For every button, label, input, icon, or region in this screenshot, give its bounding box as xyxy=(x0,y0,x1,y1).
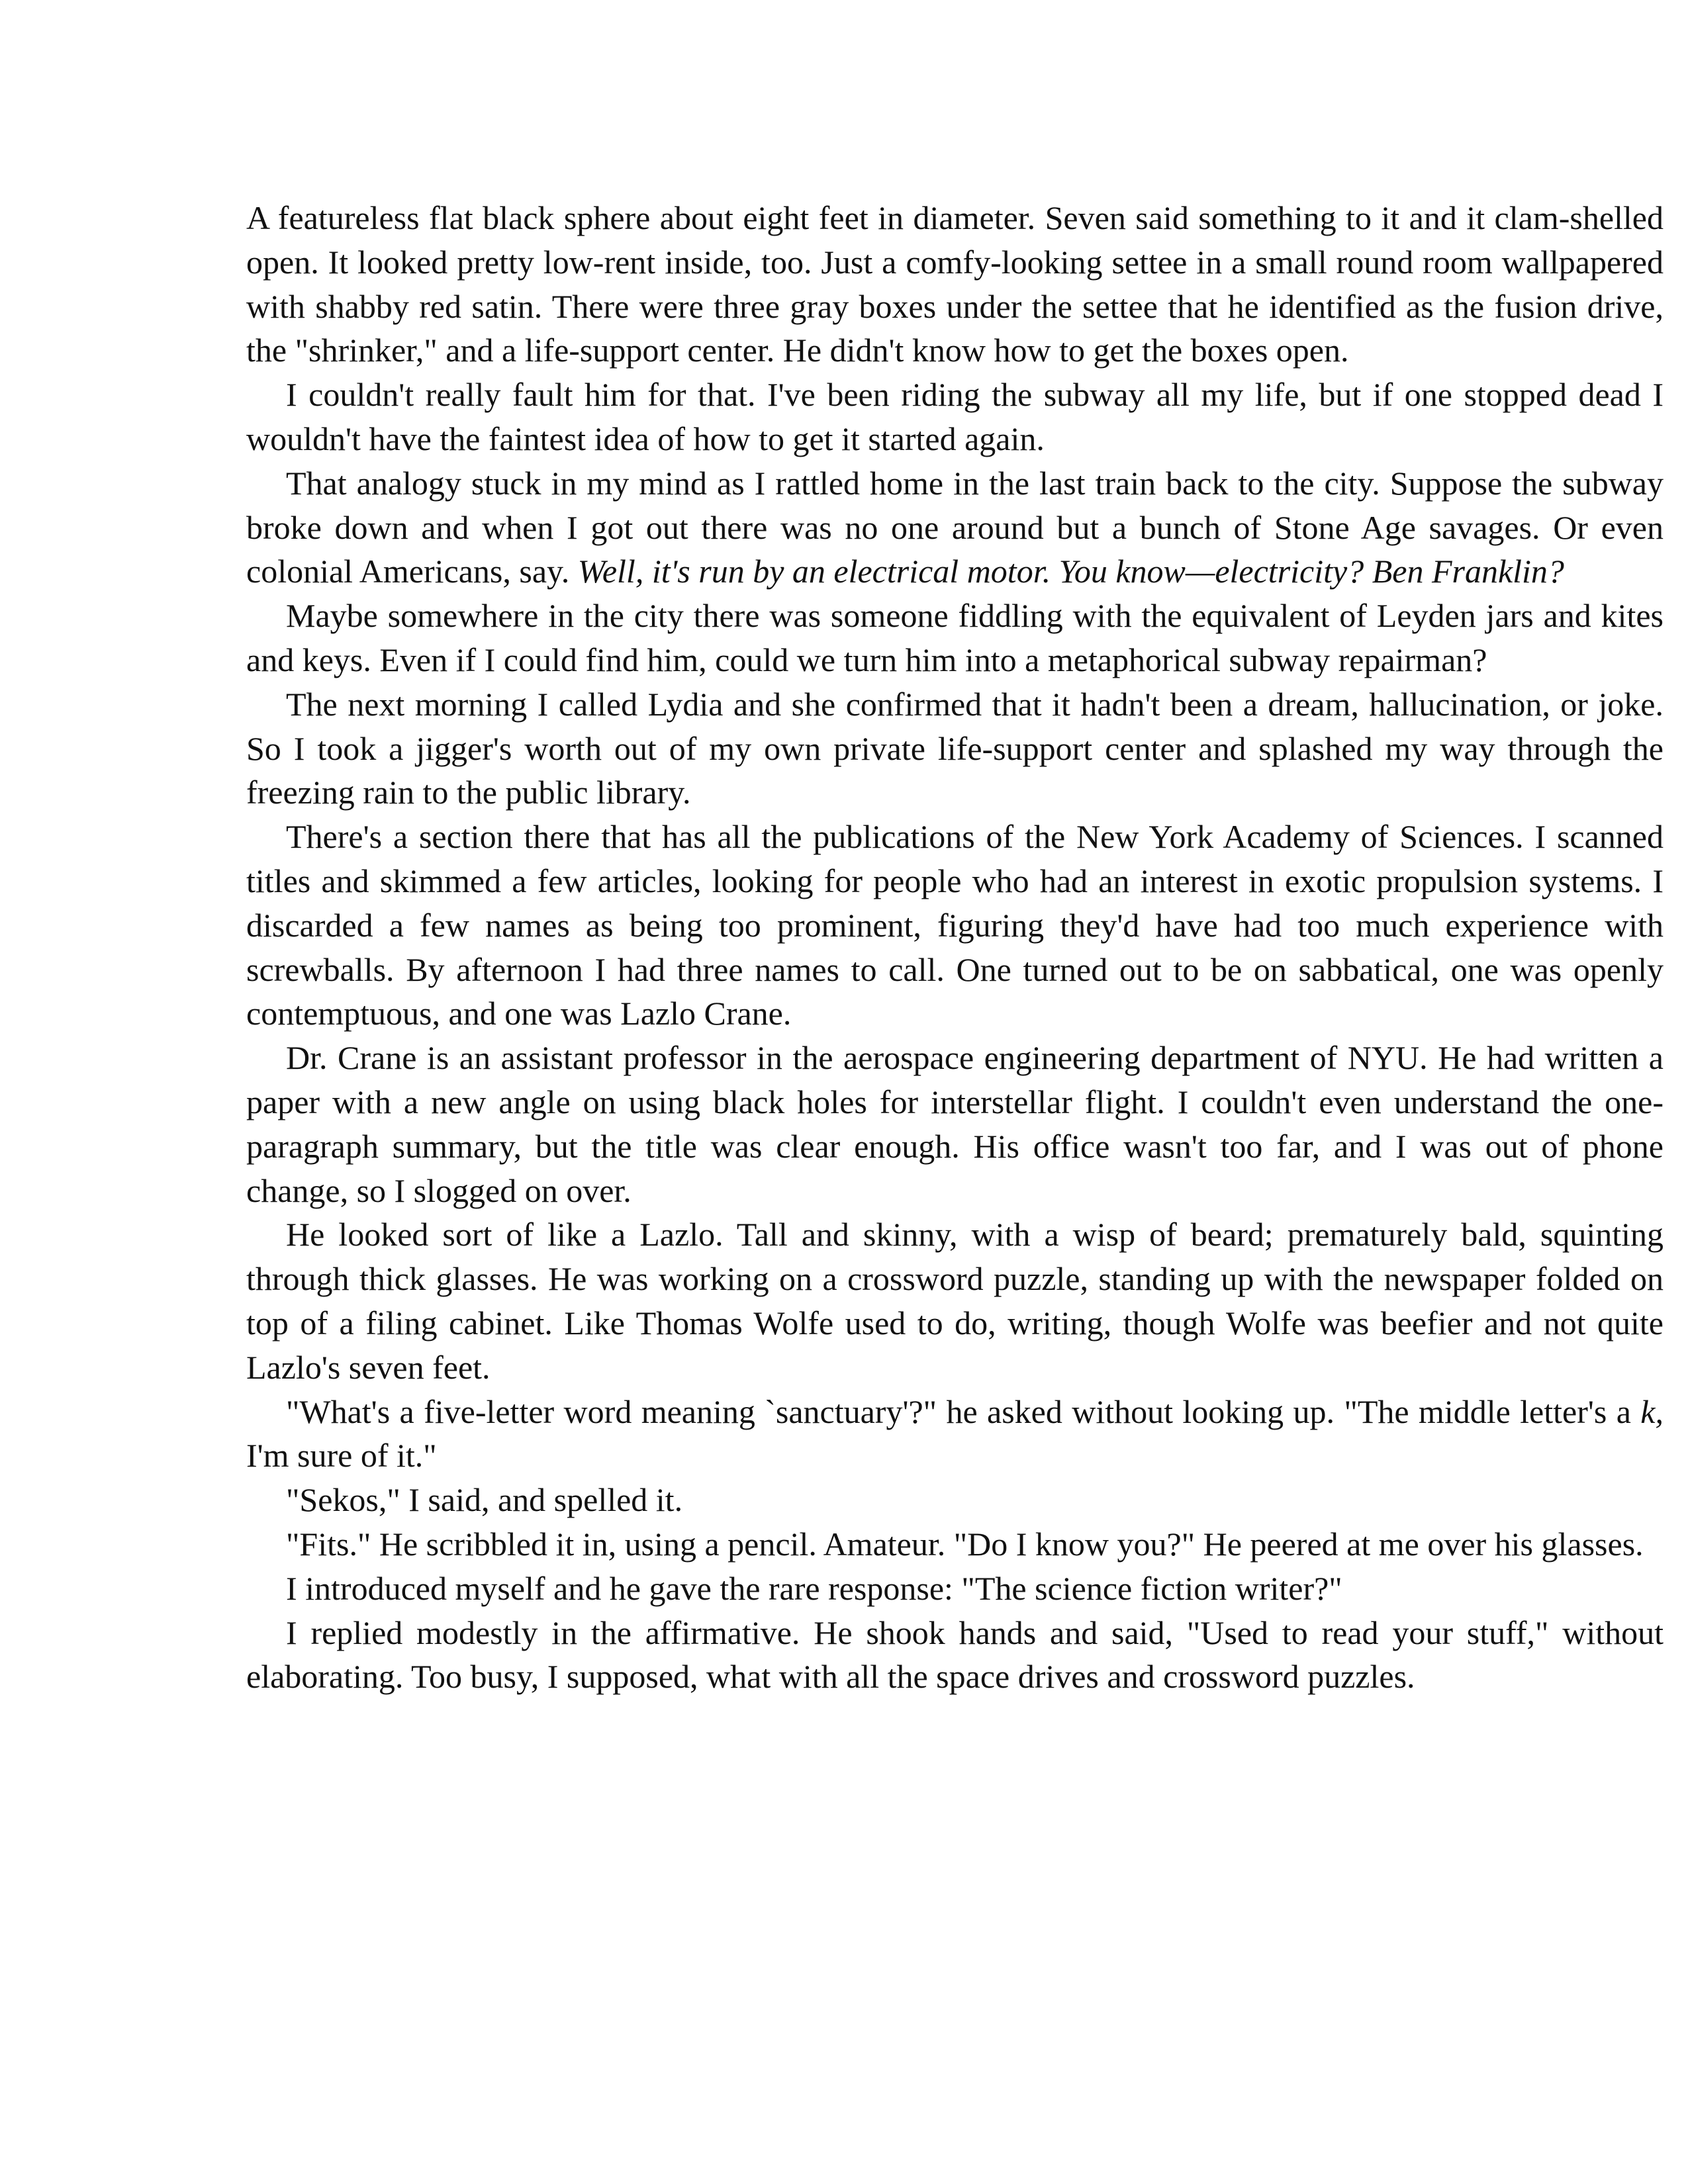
paragraph-10 xyxy=(246,1478,1664,1522)
paragraph-9-text-end: I'm sure of it." xyxy=(246,1437,437,1475)
paragraph-2 xyxy=(246,373,1664,461)
paragraph-5 xyxy=(246,682,1664,815)
paragraph-12-text: I introduced myself and he gave the rare response: "The science fiction writer?" xyxy=(286,1569,1342,1607)
paragraph-6-text: There's a section there that has all the publications of the New York Academy of Sciences. I scanned titles and skimmed a few articles, looking for people who had an interest in exotic propulsion systems. I discarded a few names as being too prominent, figuring they'd have had too much experience with screwballs. By afternoon I had three names to call. One turned out to be on sabbatical, one was openly contemptuous, and one was Lazlo Crane. xyxy=(246,818,1664,1032)
paragraph-5-text: The next morning I called Lydia and she confirmed that it hadn't been a dream, hallucination, or joke. So I took a jigger's worth out of my own private life-support center and splashed my way through the freezing rain to the public library. xyxy=(246,685,1664,811)
paragraph-1 xyxy=(246,196,1664,373)
paragraph-13 xyxy=(246,1611,1664,1700)
paragraph-4 xyxy=(246,594,1664,682)
paragraph-7 xyxy=(246,1036,1664,1212)
paragraph-9 xyxy=(246,1390,1664,1479)
paragraph-11 xyxy=(246,1522,1664,1567)
paragraph-2-text: I couldn't really fault him for that. I've been riding the subway all my life, but if one stopped dead I wouldn't have the faintest idea of how to get it started again. xyxy=(246,376,1664,457)
paragraph-4-text: Maybe somewhere in the city there was someone fiddling with the equivalent of Leyden jars and kites and keys. Even if I could find him, could we turn him into a metaphorical subway repairman? xyxy=(246,597,1664,678)
paragraph-12 xyxy=(246,1567,1664,1611)
paragraph-3-text: That analogy stuck in my mind as I rattled home in the last train back to the city. Suppose the subway broke down and when I got out there was no one around but a bunch of Stone Age savages. Or even colonial Americans, say. xyxy=(246,464,1664,590)
paragraph-10-text: "Sekos," I said, and spelled it. xyxy=(286,1481,683,1519)
paragraph-7-text: Dr. Crane is an assistant professor in the aerospace engineering department of NYU. He had written a paper with a new angle on using black holes for interstellar flight. I couldn't even understand the one-paragraph summary, but the title was clear enough. His office wasn't too far, and I was out of phone change, so I slogged on over. xyxy=(246,1039,1664,1209)
paragraph-13-text: I replied modestly in the affirmative. He shook hands and said, "Used to read your stuff," without elaborating. Too busy, I supposed, what with all the space drives and crossword puzzles. xyxy=(246,1614,1664,1696)
paragraph-1-text: A featureless flat black sphere about eight feet in diameter. Seven said something to it and it clam-shelled open. It looked pretty low-rent inside, too. Just a comfy-looking settee in a small round room wallpapered with shabby red satin. There were three gray boxes under the settee that he identified as the fusion drive, the "shrinker," and a life-support center. He didn't know how to get the boxes open. xyxy=(246,199,1664,369)
paragraph-3 xyxy=(246,461,1664,594)
paragraph-8-text: He looked sort of like a Lazlo. Tall and skinny, with a wisp of beard; prematurely bald, squinting through thick glasses. He was working on a crossword puzzle, standing up with the newspaper folded on top of a filing cabinet. Like Thomas Wolfe used to do, writing, though Wolfe was beefier and not quite Lazlo's seven feet. xyxy=(246,1216,1664,1386)
paragraph-9-italic-text: k, xyxy=(1640,1392,1664,1430)
paragraph-11-text: "Fits." He scribbled it in, using a pencil. Amateur. "Do I know you?" He peered at me over his glasses. xyxy=(286,1525,1644,1563)
page-body xyxy=(246,196,1664,1699)
paragraph-3-italic-text: Well, it's run by an electrical motor. You know—electricity? Ben Franklin? xyxy=(577,553,1564,590)
paragraph-8 xyxy=(246,1212,1664,1389)
paragraph-6 xyxy=(246,815,1664,1036)
paragraph-9-text: "What's a five-letter word meaning `sanctuary'?" he asked without looking up. "The middle letter's a xyxy=(286,1392,1641,1430)
